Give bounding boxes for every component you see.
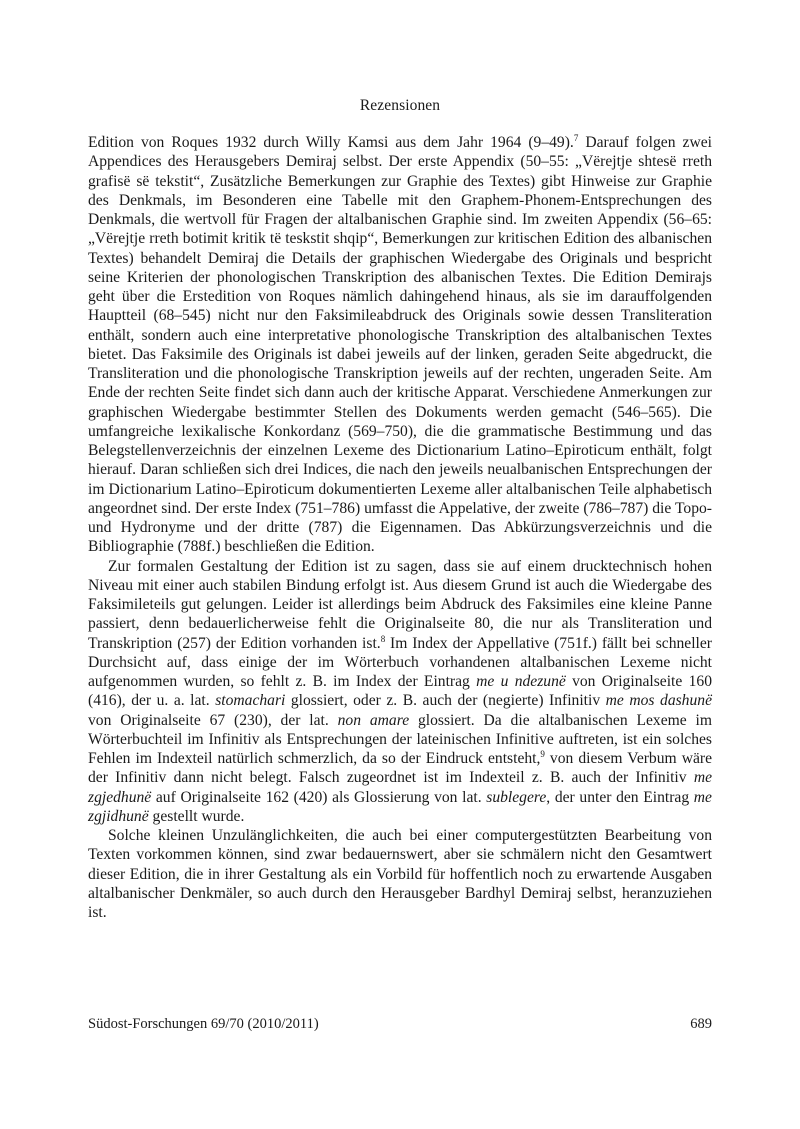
text-run: Zur formalen Gestaltung der Edition ist zu sagen, dass sie auf einem drucktechnisch hohen Niveau mit einer auch stabilen Bindung erfolgt ist. Aus diesem Grund ist auch die Wiedergabe des Faksimileteils gut gelungen. Leider ist allerdings beim Abdruck des Faksimiles eine kleine Panne passiert, denn bedauerlicherweise fehlt die Originalseite 80, die nur als Transliteration und Transkription (257) der Edition vorhanden ist. — [88, 557, 712, 652]
footnote-ref: 7 — [573, 133, 579, 143]
italic-term: non amare — [337, 711, 410, 729]
paragraph — [88, 557, 712, 827]
journal-citation: Südost-Forschungen 69/70 (2010/2011) — [88, 1016, 319, 1032]
body-text — [88, 133, 712, 922]
text-run: glossiert, oder z. B. auch der (negierte) Infinitiv — [285, 692, 606, 710]
text-run: gestellt wurde. — [148, 807, 245, 825]
page-footer — [88, 1016, 712, 1033]
text-run: Edition von Roques 1932 durch Willy Kamsi aus dem Jahr 1964 (9–49). — [88, 134, 574, 151]
italic-term: me zgjedhunë — [88, 769, 712, 806]
text-run: Solche kleinen Unzulänglichkeiten, die auch bei einer computergestützten Bearbeitung von Texten vorkommen können, sind zwar bedauernswert, aber sie schmälern nicht den Gesamtwert dieser Edition, die in ihrer Gestaltung als ein Vorbild für hoffentlich noch zu erwartende Ausgaben altalbanischer Denkmäler, so auch durch den Herausgeber Bardhyl Demiraj selbst, heranzuziehen ist. — [88, 827, 712, 921]
text-run: Im Index der Appellative (751f.) fällt bei schneller Durchsicht auf, dass einige der im Wörterbuch vorhandenen altalbanischen Lexeme nicht aufgenommen wurden, so fehlt z. B. im Index der Eintrag — [88, 634, 713, 690]
paragraph — [88, 133, 712, 557]
footnote-ref: 8 — [380, 633, 386, 644]
italic-term: me mos dashunë — [605, 692, 712, 710]
page-number: 689 — [690, 1016, 712, 1032]
text-run: glossiert. Da die altalbanischen Lexeme im Wörterbuchteil im Infinitiv als Entsprechungen der lateinischen Infinitive auftreten, ist ein solches Fehlen im Indexteil natürlich schmerzlich, da so der Eindruck entsteht, — [88, 711, 712, 767]
italic-term: me zgjidhunë — [88, 788, 712, 825]
italic-term: sublegere — [486, 788, 547, 806]
italic-term: stomachari — [215, 692, 286, 710]
text-run: , der unter den Eintrag — [546, 788, 694, 806]
footnote-ref: 9 — [540, 749, 545, 759]
running-head: Rezensionen — [359, 97, 441, 114]
paragraph — [88, 826, 712, 922]
text-run: von Originalseite 160 (416), der u. a. lat. — [88, 673, 712, 710]
italic-term: me u ndezunë — [476, 673, 566, 690]
text-run: von Originalseite 67 (230), der lat. — [88, 711, 338, 729]
text-run: auf Originalseite 162 (420) als Glossierung von lat. — [151, 788, 487, 806]
text-run: von diesem Verbum wäre der Infinitiv dann nicht belegt. Falsch zugeordnet ist im Indexteil z. B. auch der Infinitiv — [88, 750, 712, 787]
text-run: Darauf folgen zwei Appendices des Herausgebers Demiraj selbst. Der erste Appendix (50–55: „Vërejtje shtesë rreth grafisë së tekstit“, Zusätzliche Bemerkungen zur Graphie des Textes) gibt Hinweise zur Graphie des Denkmals, im Besonderen eine Tabelle mit den Graphem-Phonem-Entsprechungen des Denkmals, die wertvoll für Fragen der altalbanischen Graphie sind. Im zweiten Appendix (56–65: „Vërejtje rreth botimit kritik të teskstit shqip“, Bemerkungen zur kritischen Edition des albanischen Textes) behandelt Demiraj die Details der graphischen Wiedergabe des Originals und bespricht seine Kriterien der phonologischen Transkription des albanischen Textes. Die Edition Demirajs geht über die Erstedition von Roques nämlich dahingehend hinaus, als sie im darauffolgenden Hauptteil (68–545) nicht nur den Faksimileabdruck des Originals sowie dessen Transliteration enthält, sondern auch eine interpretative phonologische Transkription des altalbanischen Textes bietet. Das Faksimile des Originals ist dabei jeweils auf der linken, geraden Seite abgedruckt, die Transliteration und die phonologische Transkription jeweils auf der rechten, ungeraden Seite. Am Ende der rechten Seite findet sich dann auch der kritische Apparat. Verschiedene Anmerkungen zur graphischen Wiedergabe bestimmter Stellen des Dokuments werden gemacht (546–565). Die umfangreiche lexikalische Konkordanz (569–750), die die grammatische Bestimmung und das Belegstellenverzeichnis der einzelnen Lexeme des Dictionarium Latino–Epiroticum enthält, folgt hierauf. Daran schließen sich drei Indices, die nach den jeweils neualbanischen Entsprechungen der im Dictionarium Latino–Epiroticum dokumentierten Lexeme aller altalbanischen Teile alphabetisch angeordnet sind. Der erste Index (751–786) umfasst die Appelative, der zweite (786–787) die Topo- und Hydronyme und der dritte (787) die Eigennamen. Das Abkürzungsverzeichnis und die Bibliographie (788f.) beschließen die Edition. — [88, 134, 712, 556]
